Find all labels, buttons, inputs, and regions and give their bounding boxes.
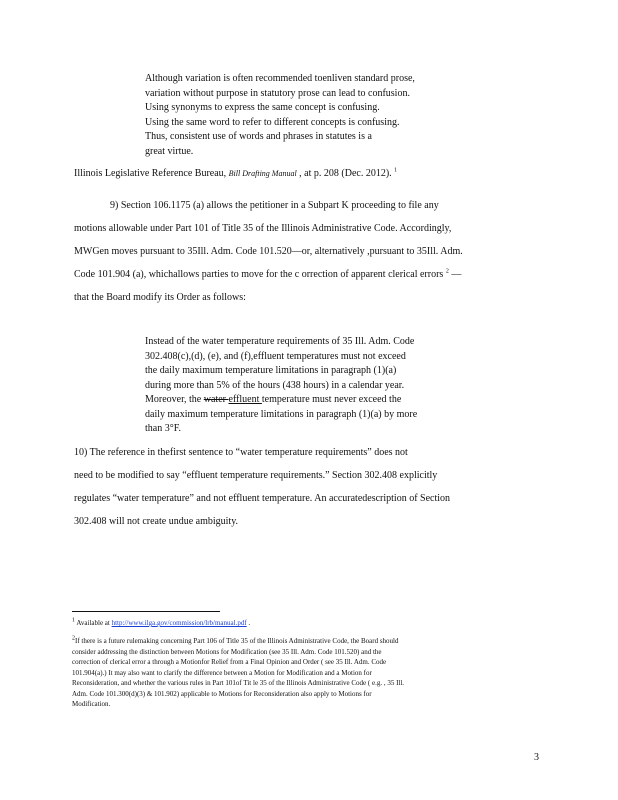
footnote-line: 2If there is a future rulemaking concerning Part 106 of Title 35 of the Illinois Administrative Code, the Board should — [72, 635, 399, 645]
manual-link[interactable]: http://www.ilga.gov/commission/lrb/manual.pdf — [111, 619, 247, 627]
quote-line: Using the same word to refer to different concepts is confusing. — [145, 116, 400, 128]
footnote-divider — [72, 611, 220, 612]
inserted-text: effluent — [228, 394, 262, 405]
paragraph-10 — [74, 441, 544, 533]
footnote-line: correction of clerical error a through a Motionfor Relief from a Final Opinion and Order ( see 35 Ill. Adm. Code — [72, 658, 387, 666]
quote-line: great virtue. — [145, 145, 194, 157]
para-line: need to be modified to say “effluent temperature requirements.” Section 302.408 explicitly — [74, 470, 438, 481]
quote-line: daily maximum temperature limitations in paragraph (1)(a) by more — [145, 408, 418, 420]
footnote-line: consider addressing the distinction between Motions for Modification (see 35 Ill. Adm. Code 101.520) and the — [72, 647, 382, 656]
citation-title: Bill Drafting Manual — [228, 169, 297, 178]
para-line-with-footnote: Code 101.904 (a), whichallows parties to move for the c orrection of apparent clerical errors $^2$ — — [74, 268, 462, 280]
citation-prefix: Illinois Legislative Reference Bureau, — [74, 168, 227, 179]
footnote-2 — [72, 636, 544, 710]
block-quote-proposed-order — [145, 335, 475, 437]
footnote-line: Adm. Code 101.300(d)(3) & 101.902) applicable to Motions for Reconsideration also apply to Motions for — [72, 689, 372, 698]
para-line: MWGen moves pursuant to 35Ill. Adm. Code 101.520—or, alternatively ,pursuant to 35Ill. Adm. — [74, 246, 463, 257]
quote-line: Although variation is often recommended toenliven standard prose, — [145, 73, 415, 84]
para-line: 302.408 will not create undue ambiguity. — [74, 516, 239, 527]
footnote-line: 101.904(a).) It may also want to clarify the difference between a Motion for Modification and a Motion for — [72, 668, 372, 677]
citation-line — [74, 168, 544, 179]
footnote-ref-2[interactable]: 2 — [445, 268, 449, 275]
paragraph-9 — [74, 194, 544, 309]
para-line: 9) Section 106.1175 (a) allows the petitioner in a Subpart K proceeding to file any — [110, 200, 439, 211]
para-line: that the Board modify its Order as follows: — [74, 292, 246, 303]
footnote-1: 1 Available at http://www.ilga.gov/commission/lrb/manual.pdf . — [72, 617, 251, 627]
quote-line: during more than 5% of the hours (438 hours) in a calendar year. — [145, 379, 405, 391]
para-line: motions allowable under Part 101 of Title 35 of the Illinois Administrative Code. Accordingly, — [74, 223, 452, 234]
footnote-line: Modification. — [72, 700, 111, 708]
footnote-line: Reconsideration, and whether the various rules in Part 101of Tit le 35 of the Illinois Administrative Code ( e.g. , 35 Ill. — [72, 679, 405, 687]
deleted-text: water — [203, 394, 229, 405]
quote-line: 302.408(c),(d), (e), and (f),effluent temperatures must not exceed — [145, 350, 406, 362]
quote-line: the daily maximum temperature limitations in paragraph (1)(a) — [145, 365, 397, 376]
quote-line: Using synonyms to express the same concept is confusing. — [145, 102, 380, 113]
footnote-ref-1[interactable]: 1 — [394, 167, 398, 174]
para-line: 10) The reference in thefirst sentence to “water temperature requirements” does not — [74, 447, 408, 458]
quote-line: Instead of the water temperature requirements of 35 Ill. Adm. Code — [145, 336, 415, 347]
citation-suffix: , at p. 208 (Dec. 2012). — [296, 168, 392, 179]
quote-line: variation without purpose in statutory prose can lead to confusion. — [145, 87, 410, 99]
quote-line-amended: Moreover, the water effluent temperature must never exceed the — [145, 394, 402, 405]
para-line: regulates “water temperature” and not effluent temperature. An accuratedescription of Section — [74, 493, 451, 504]
quote-line: Thus, consistent use of words and phrases in statutes is a — [145, 131, 372, 142]
page-number: 3 — [534, 752, 539, 763]
block-quote-drafting-manual — [145, 72, 475, 159]
quote-line: than 3°F. — [145, 423, 181, 434]
